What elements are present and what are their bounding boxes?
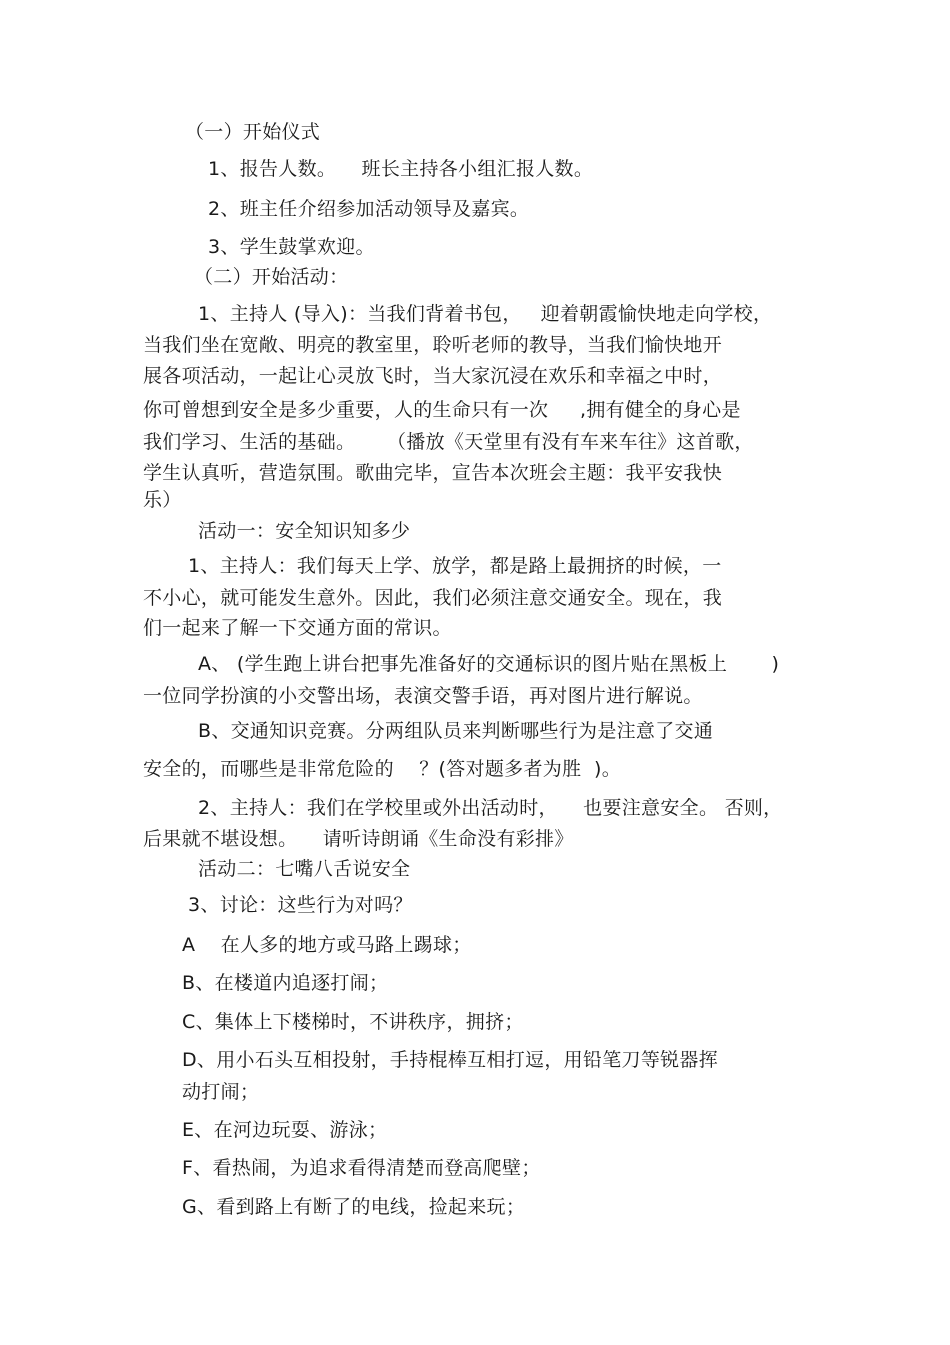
paragraph-line: 1、主持人：我们每天上学、放学，都是路上最拥挤的时候，一 [188,555,722,577]
paragraph-line: 3、讨论：这些行为对吗？ [188,894,413,916]
paragraph-line: 当我们坐在宽敞、明亮的教室里，聆听老师的教导，当我们愉快地开 [143,334,723,356]
paragraph-line: 3、学生鼓掌欢迎。 [208,236,375,258]
section-heading-opening-ceremony: （一）开始仪式 [185,121,321,143]
paragraph-line: 1、主持人 (导入)：当我们背着书包， 迎着朝霞愉快地走向学校， [198,303,773,325]
list-item: C、集体上下楼梯时，不讲秩序，拥挤； [182,1011,524,1033]
paragraph-line: 展各项活动，一起让心灵放飞时，当大家沉浸在欢乐和幸福之中时， [143,365,723,387]
list-item: D、用小石头互相投射，手持棍棒互相打逗，用铅笔刀等锐器挥 [182,1049,719,1071]
list-item: F、看热闹，为追求看得清楚而登高爬壁； [182,1157,541,1179]
paragraph-line: 不小心，就可能发生意外。因此，我们必须注意交通安全。现在，我 [143,587,723,609]
paragraph-line: 安全的，而哪些是非常危险的 ？(答对题多者为胜 )。 [143,758,622,780]
paragraph-line: 学生认真听，营造氛围。歌曲完毕，宣告本次班会主题：我平安我快 [143,462,723,484]
paragraph-line: 们一起来了解一下交通方面的常识。 [143,617,452,639]
paragraph-line: 一位同学扮演的小交警出场，表演交警手语，再对图片进行解说。 [143,685,703,707]
list-item: E、在河边玩耍、游泳； [182,1119,388,1141]
paragraph-line: 2、主持人：我们在学校里或外出活动时， 也要注意安全。 否则， [198,797,783,819]
activity-heading-1: 活动一：安全知识知多少 [198,520,411,542]
section-heading-start-activity: （二）开始活动： [194,266,349,288]
paragraph-line: 我们学习、生活的基础。 （播放《天堂里有没有车来车往》这首歌， [143,431,754,453]
activity-heading-2: 活动二：七嘴八舌说安全 [198,858,411,880]
paragraph-line: 乐） [143,489,182,511]
paragraph-line: A、 (学生跑上讲台把事先准备好的交通标识的图片贴在黑板上 ) [198,653,780,675]
list-item: B、在楼道内追逐打闹； [182,972,389,994]
paragraph-line: 1、报告人数。 班长主持各小组汇报人数。 [208,158,594,180]
paragraph-line: 你可曾想到安全是多少重要，人的生命只有一次 ,拥有健全的身心是 [143,399,741,421]
list-item: G、看到路上有断了的电线，捡起来玩； [182,1196,526,1218]
paragraph-line: 后果就不堪设想。 请听诗朗诵《生命没有彩排》 [143,828,574,850]
list-item-continuation: 动打闹； [182,1081,260,1103]
paragraph-line: 2、班主任介绍参加活动领导及嘉宾。 [208,198,530,220]
paragraph-line: B、交通知识竞赛。分两组队员来判断哪些行为是注意了交通 [198,720,714,742]
list-item: A 在人多的地方或马路上踢球； [182,934,472,956]
